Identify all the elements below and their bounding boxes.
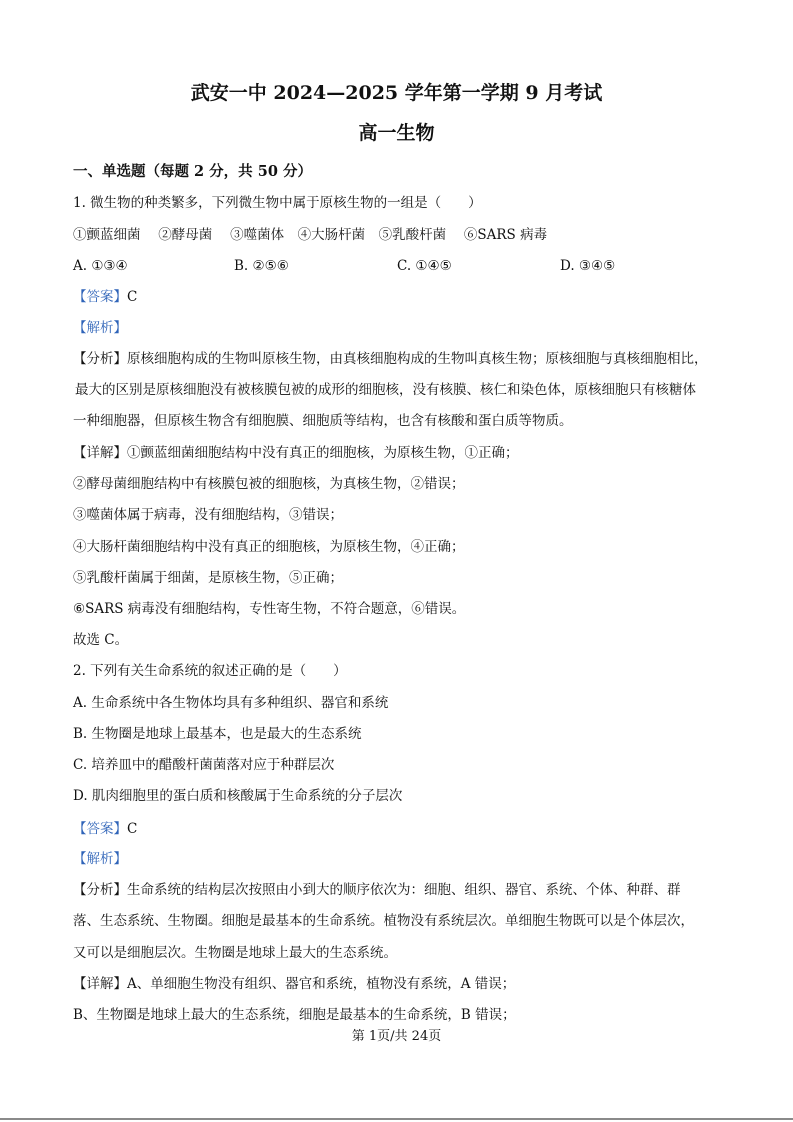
q2-detail-line: B、生物圈是地球上最大的生态系统，细胞是最基本的生命系统，B 错误；: [73, 1007, 516, 1023]
page-number: 第 1页/共 24页: [351, 1029, 442, 1044]
q2-analysis-line: 【分析】生命系统的结构层次按照由小到大的顺序依次为：细胞、组织、器官、系统、个体、种群、群: [73, 882, 681, 898]
q1-option-d: D. ③④⑤: [560, 258, 616, 274]
q1-detail-line: ④大肠杆菌细胞结构中没有真正的细胞核，为原核生物，④正确；: [73, 539, 465, 555]
q1-option-a: A. ①③④: [73, 258, 128, 274]
q1-analysis-line: 最大的区别是原核细胞没有被核膜包被的成形的细胞核，没有核膜、核仁和染色体，原核细胞只有核糖体: [75, 382, 696, 398]
q1-detail-line: ⑤乳酸杆菌属于细菌，是原核生物，⑤正确；: [73, 570, 343, 586]
q1-conclusion: 故选 C。: [73, 632, 129, 648]
q2-detail-line: 【详解】A、单细胞生物没有组织、器官和系统，植物没有系统，A 错误；: [73, 976, 516, 992]
exam-title: 武安一中 2024—2025 学年第一学期 9 月考试: [190, 82, 603, 104]
q2-analysis-line: 落、生态系统、生物圈。细胞是最基本的生命系统。植物没有系统层次。单细胞生物既可以是个体层次，: [73, 913, 694, 929]
q1-items: ①颤蓝细菌 ②酵母菌 ③噬菌体 ④大肠杆菌 ⑤乳酸杆菌 ⑥SARS 病毒: [73, 227, 548, 243]
q2-answer: C: [127, 821, 138, 837]
q1-option-c: C. ①④⑤: [397, 258, 452, 274]
q2-analysis-tag: 【解析】: [73, 851, 127, 867]
q1-analysis-line: 一种细胞器，但原核生物含有细胞膜、细胞质等结构，也含有核酸和蛋白质等物质。: [73, 413, 573, 429]
q1-detail-line: ②酵母菌细胞结构中有核膜包被的细胞核，为真核生物，②错误；: [73, 476, 465, 492]
section-heading: 一、单选题（每题 2 分，共 50 分）: [73, 163, 312, 180]
answer-tag: 【答案】: [73, 821, 127, 837]
q2-option-b: B. 生物圈是地球上最基本，也是最大的生态系统: [73, 726, 362, 742]
q2-analysis-line: 又可以是细胞层次。生物圈是地球上最大的生态系统。: [73, 945, 397, 961]
q2-option-d: D. 肌肉细胞里的蛋白质和核酸属于生命系统的分子层次: [73, 788, 403, 804]
q1-detail-line: ③噬菌体属于病毒，没有细胞结构，③错误；: [73, 507, 343, 523]
answer-tag: 【答案】: [73, 289, 127, 305]
q1-option-b: B. ②⑤⑥: [234, 258, 289, 274]
q1-detail-line: ⑥SARS 病毒没有细胞结构，专性寄生物，不符合题意，⑥错误。: [73, 601, 466, 617]
q1-options: [73, 257, 733, 275]
q1-stem: 1. 微生物的种类繁多，下列微生物中属于原核生物的一组是（ ）: [73, 195, 482, 211]
q2-answer-line: [73, 820, 733, 838]
q1-answer: C: [127, 289, 138, 305]
q1-analysis-tag: 【解析】: [73, 320, 127, 336]
q2-option-c: C. 培养皿中的醋酸杆菌菌落对应于种群层次: [73, 757, 335, 773]
q1-answer-line: [73, 288, 733, 306]
q2-stem: 2. 下列有关生命系统的叙述正确的是（ ）: [73, 663, 347, 679]
page-bottom-divider: [0, 1118, 793, 1120]
q2-option-a: A. 生命系统中各生物体均具有多种组织、器官和系统: [73, 695, 389, 711]
q1-analysis-line: 【分析】原核细胞构成的生物叫原核生物，由真核细胞构成的生物叫真核生物；原核细胞与真核细胞相比，: [73, 351, 708, 367]
subject-title: 高一生物: [358, 122, 435, 144]
q1-detail-line: 【详解】①颤蓝细菌细胞结构中没有真正的细胞核，为原核生物，①正确；: [73, 445, 519, 461]
